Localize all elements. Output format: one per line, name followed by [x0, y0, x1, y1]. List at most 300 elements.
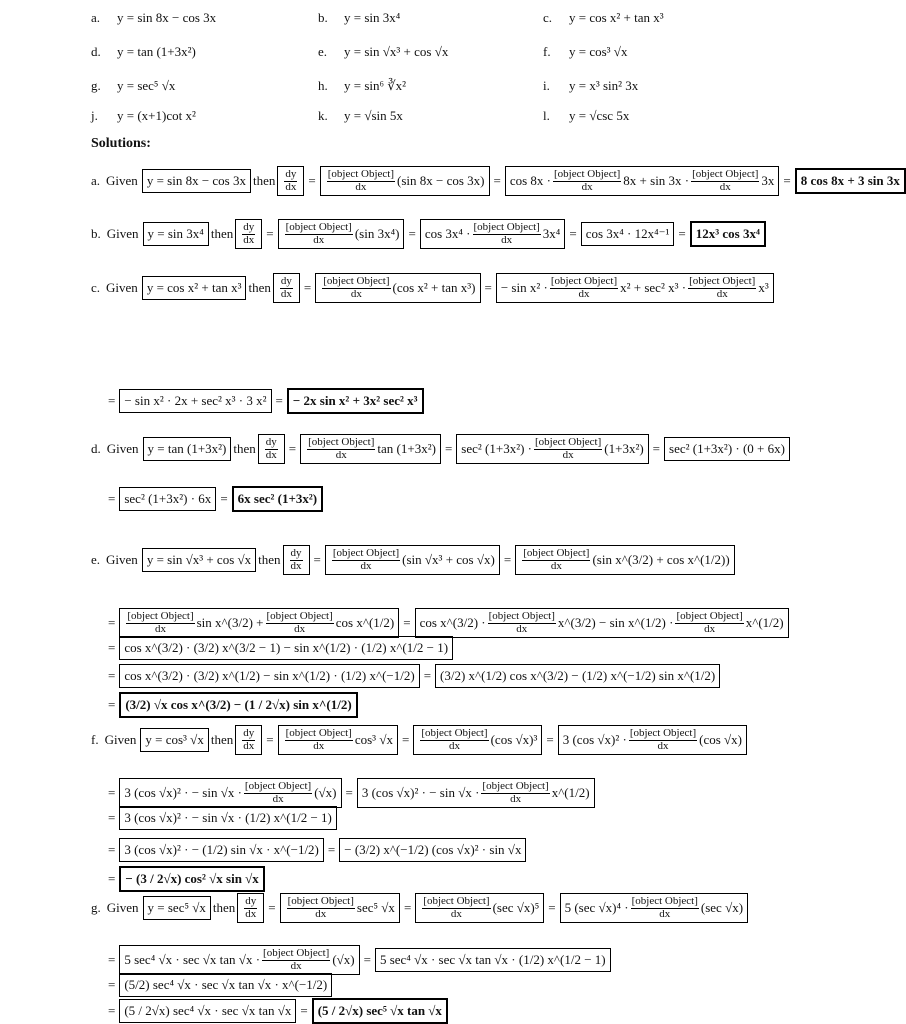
d-numerator: [object Object] [287, 895, 354, 907]
dx-denominator: dx [243, 233, 255, 246]
equals-sign: = [220, 491, 228, 506]
d-dx-fraction [422, 896, 490, 920]
step-box [278, 725, 398, 755]
problem-j [91, 108, 196, 124]
given-word: Given [106, 441, 139, 457]
step-box: − sin x² · 2x + sec² x³ · 3 x² [119, 389, 271, 413]
equals-sign: = [313, 552, 321, 568]
dy-numerator: dy [243, 221, 255, 233]
d-dx-fraction [322, 276, 390, 300]
problem-label: i. [543, 78, 550, 93]
step-expression: (cos √x) [699, 732, 742, 748]
dx-denominator: dx [510, 792, 522, 805]
dy-numerator: dy [245, 895, 257, 907]
d-dx-fraction [285, 728, 353, 752]
result-box: 12x³ cos 3x⁴ [690, 221, 766, 247]
problem-expression: y = sin 8x − cos 3x [117, 10, 217, 25]
d-dx-fraction [631, 896, 699, 920]
solution-label: g. [91, 900, 101, 916]
equals-sign: = [275, 393, 283, 408]
step-box: cos x^(3/2) · (3/2) x^(1/2) − sin x^(1/2) · (1/2) x^(−1/2) [119, 664, 419, 688]
equals-sign: = [108, 842, 116, 857]
equals-sign: = [108, 640, 116, 655]
problem-expression: y = sin √x³ + cos √x [344, 44, 449, 59]
problem-label: b. [318, 10, 328, 25]
equals-sign: = [108, 491, 116, 506]
equals-sign: = [288, 441, 297, 457]
given-box: y = sec⁵ √x [143, 896, 211, 920]
step-box [119, 608, 399, 638]
step-box: (3/2) x^(1/2) cos x^(3/2) − (1/2) x^(−1/2) sin x^(1/2) [435, 664, 720, 688]
solution-e-line-3 [104, 664, 720, 688]
d-dx-fraction [522, 548, 590, 572]
dy-dx-box [235, 725, 262, 755]
result-box: 8 cos 8x + 3 sin 3x [795, 168, 906, 194]
solution-g-line-3 [104, 998, 448, 1024]
solution-f-line-2 [104, 778, 595, 808]
equals-sign: = [408, 226, 416, 242]
step-box: cos x^(3/2) · (3/2) x^(3/2 − 1) − sin x^(1/2) · (1/2) x^(1/2 − 1) [119, 636, 453, 660]
step-expression: 3x [761, 173, 775, 189]
step-expression: 5 sec⁴ √x · sec √x tan √x · [124, 952, 261, 968]
equals-sign: = [108, 615, 116, 631]
dx-denominator: dx [501, 233, 513, 246]
solution-f-line-3b [104, 866, 265, 892]
given-word: Given [106, 226, 139, 242]
dy-numerator: dy [290, 547, 302, 559]
given-word: Given [106, 552, 138, 568]
dy-dx-fraction [265, 437, 278, 461]
step-box [315, 273, 480, 303]
problem-expression: y = cos x² + tan x³ [569, 10, 664, 25]
dx-denominator: dx [285, 180, 297, 193]
dx-denominator: dx [448, 739, 460, 752]
step-expression: tan (1+3x²) [377, 441, 436, 457]
step-box [515, 545, 735, 575]
dx-denominator: dx [272, 792, 284, 805]
equals-sign: = [266, 226, 274, 242]
step-box [415, 893, 544, 923]
d-numerator: [object Object] [473, 221, 540, 233]
d-numerator: [object Object] [629, 727, 697, 739]
d-numerator: [object Object] [550, 275, 618, 287]
solutions-heading: Solutions: [91, 136, 151, 151]
step-expression: x^(3/2) − sin x^(1/2) · [557, 615, 674, 631]
step-box: 3 (cos √x)² · − sin √x · (1/2) x^(1/2 − 1) [119, 806, 337, 830]
solution-e-line-1 [91, 545, 735, 575]
d-numerator: [object Object] [482, 780, 549, 792]
problem-label: f. [543, 44, 551, 59]
dx-denominator: dx [450, 907, 462, 920]
dy-numerator: dy [265, 436, 277, 448]
step-box [420, 219, 566, 249]
problem-k [318, 108, 403, 124]
step-box [413, 725, 542, 755]
result-box: − 2x sin x² + 3x² sec² x³ [287, 388, 424, 414]
step-expression: (sec √x)⁵ [492, 900, 540, 916]
problem-label: c. [543, 10, 553, 25]
solution-e-line-2b [104, 636, 453, 660]
equals-sign: = [108, 810, 116, 825]
step-box [280, 893, 400, 923]
equals-sign: = [652, 441, 661, 457]
d-numerator: [object Object] [676, 610, 743, 622]
dx-denominator: dx [581, 180, 593, 193]
solution-d-line-1 [91, 434, 790, 464]
dx-denominator: dx [516, 622, 528, 635]
dx-denominator: dx [313, 739, 325, 752]
given-box: y = sin 3x⁴ [143, 222, 209, 246]
equals-sign: = [108, 1003, 116, 1018]
then-word: then [252, 173, 276, 189]
dx-denominator: dx [335, 448, 347, 461]
equals-sign: = [108, 697, 116, 712]
d-numerator: [object Object] [689, 275, 756, 287]
problem-label: e. [318, 44, 328, 59]
d-dx-fraction [488, 611, 556, 635]
then-word: then [212, 900, 236, 916]
step-expression: 3 (cos √x)² · − sin √x · [124, 785, 242, 801]
given-box: y = cos³ √x [140, 728, 208, 752]
step-expression: 8x + sin 3x · [623, 173, 690, 189]
solution-g-line-2b [104, 973, 332, 997]
given-box: y = sin √x³ + cos √x [142, 548, 256, 572]
problem-label: h. [318, 78, 328, 93]
d-numerator: [object Object] [323, 275, 390, 287]
then-word: then [248, 280, 271, 296]
step-expression: (sec √x) [700, 900, 744, 916]
dx-denominator: dx [245, 907, 257, 920]
equals-sign: = [308, 173, 316, 189]
d-dx-fraction [287, 896, 355, 920]
d-dx-fraction [420, 728, 488, 752]
dx-denominator: dx [360, 559, 372, 572]
step-box: (5 / 2√x) sec⁴ √x · sec √x tan √x [119, 999, 296, 1023]
dy-dx-box [237, 893, 264, 923]
problem-h [318, 78, 406, 94]
problem-expression: y = x³ sin² 3x [569, 78, 639, 93]
solution-label: a. [91, 173, 101, 189]
problem-label: k. [318, 108, 328, 123]
equals-sign: = [303, 280, 312, 296]
d-numerator: [object Object] [535, 436, 602, 448]
equals-sign: = [546, 732, 554, 748]
problem-expression: y = sin⁶ ∛x² [344, 78, 406, 93]
step-expression: x^(1/2) [551, 785, 590, 801]
given-box: y = cos x² + tan x³ [142, 276, 247, 300]
step-box [278, 219, 405, 249]
result-box: 6x sec² (1+3x²) [232, 486, 323, 512]
step-expression: (sin 8x − cos 3x) [397, 173, 485, 189]
solution-c-line-2 [104, 388, 424, 414]
dy-dx-box [258, 434, 285, 464]
problem-a [91, 10, 216, 26]
d-numerator: [object Object] [263, 947, 330, 959]
solution-c-line-1 [91, 273, 774, 303]
dx-denominator: dx [154, 622, 166, 635]
step-expression: 3x⁴ [542, 226, 561, 242]
equals-sign: = [363, 952, 371, 968]
step-expression: 3 (cos √x)² · − sin √x · [361, 785, 480, 801]
equals-sign: = [484, 280, 492, 296]
step-expression: (√x) [332, 952, 355, 968]
given-word: Given [106, 280, 138, 296]
d-numerator: [object Object] [631, 895, 698, 907]
step-box: cos 3x⁴ · 12x⁴⁻¹ [581, 222, 675, 246]
dx-denominator: dx [719, 180, 731, 193]
problem-expression: y = sec⁵ √x [117, 78, 176, 93]
dx-denominator: dx [313, 233, 325, 246]
equals-sign: = [300, 1003, 308, 1018]
equals-sign: = [678, 226, 686, 242]
problem-expression: y = √csc 5x [569, 108, 630, 123]
d-dx-fraction [481, 781, 549, 805]
step-box [505, 166, 780, 196]
step-box [560, 893, 748, 923]
solution-d-line-2 [104, 486, 323, 512]
step-box [325, 545, 500, 575]
dx-denominator: dx [578, 287, 590, 300]
solution-f-line-3 [104, 838, 526, 862]
dx-denominator: dx [657, 739, 669, 752]
dx-denominator: dx [562, 448, 574, 461]
equals-sign: = [503, 552, 512, 568]
step-expression: cos 3x⁴ · [424, 226, 471, 242]
d-numerator: [object Object] [692, 168, 759, 180]
dy-numerator: dy [243, 727, 255, 739]
equals-sign: = [268, 900, 276, 916]
equals-sign: = [108, 785, 116, 801]
problem-label: g. [91, 78, 101, 93]
solution-e-line-3b [104, 692, 358, 718]
d-numerator: [object Object] [244, 780, 312, 792]
solution-label: c. [91, 280, 101, 296]
d-numerator: [object Object] [327, 168, 394, 180]
equals-sign: = [444, 441, 453, 457]
d-dx-fraction [244, 781, 312, 805]
d-dx-fraction [126, 611, 194, 635]
dy-dx-fraction [284, 169, 297, 193]
d-dx-fraction [629, 728, 697, 752]
d-numerator: [object Object] [266, 610, 333, 622]
problem-label: j. [91, 108, 98, 123]
problem-b [318, 10, 400, 26]
d-numerator: [object Object] [285, 727, 352, 739]
given-box: y = tan (1+3x²) [143, 437, 232, 461]
dy-numerator: dy [285, 168, 297, 180]
step-expression: 5 (sec √x)⁴ · [564, 900, 629, 916]
result-box: (3/2) √x cos x^(3/2) − (1 / 2√x) sin x^(1/2) [119, 692, 357, 718]
d-dx-fraction [262, 948, 330, 972]
dy-dx-box [273, 273, 300, 303]
solution-label: d. [91, 441, 101, 457]
step-expression: cos x^(1/2) [335, 615, 395, 631]
step-box [119, 778, 341, 808]
dx-denominator: dx [243, 739, 255, 752]
problem-g [91, 78, 175, 94]
problem-label: l. [543, 108, 550, 123]
step-expression: − sin x² · [500, 280, 548, 296]
problem-expression: y = √sin 5x [344, 108, 403, 123]
step-box [415, 608, 789, 638]
equals-sign: = [569, 226, 577, 242]
dy-dx-fraction [242, 728, 255, 752]
dx-denominator: dx [290, 559, 302, 572]
dx-denominator: dx [550, 559, 562, 572]
d-dx-fraction [473, 222, 541, 246]
then-word: then [258, 552, 281, 568]
d-dx-fraction [553, 169, 621, 193]
dx-denominator: dx [315, 907, 327, 920]
dy-numerator: dy [280, 275, 292, 287]
dy-dx-fraction [280, 276, 293, 300]
d-numerator: [object Object] [554, 168, 621, 180]
equals-sign: = [345, 785, 353, 801]
solution-f-line-1 [91, 725, 747, 755]
equals-sign: = [403, 615, 411, 631]
step-box: sec² (1+3x²) · 6x [119, 487, 216, 511]
step-expression: sec⁵ √x [356, 900, 395, 916]
problem-expression: y = cos³ √x [569, 44, 628, 59]
step-box: − (3/2) x^(−1/2) (cos √x)² · sin √x [339, 838, 526, 862]
dx-denominator: dx [265, 448, 277, 461]
solution-label: e. [91, 552, 101, 568]
step-expression: x³ [758, 280, 769, 296]
then-word: then [210, 226, 234, 242]
dy-dx-box [277, 166, 304, 196]
d-numerator: [object Object] [308, 436, 375, 448]
step-expression: x^(1/2) [745, 615, 784, 631]
given-word: Given [106, 173, 138, 189]
step-expression: (sin x^(3/2) + cos x^(1/2)) [592, 552, 730, 568]
equals-sign: = [108, 871, 116, 886]
equals-sign: = [266, 732, 274, 748]
dx-denominator: dx [704, 622, 716, 635]
dx-denominator: dx [290, 959, 302, 972]
step-box: 5 sec⁴ √x · sec √x tan √x · (1/2) x^(1/2 − 1) [375, 948, 611, 972]
solution-a-line-1 [91, 166, 906, 196]
d-numerator: [object Object] [285, 221, 352, 233]
problem-l [543, 108, 629, 124]
then-word: then [233, 441, 256, 457]
dy-dx-fraction [242, 222, 255, 246]
problem-e [318, 44, 448, 60]
step-expression: sin x^(3/2) + [196, 615, 264, 631]
result-box: (5 / 2√x) sec⁵ √x tan √x [312, 998, 448, 1024]
step-expression: (cos √x)³ [490, 732, 538, 748]
equals-sign: = [108, 952, 116, 968]
solution-b-line-1 [91, 219, 766, 249]
step-expression: (√x) [314, 785, 337, 801]
equals-sign: = [403, 900, 412, 916]
problem-expression: y = sin 3x⁴ [344, 10, 401, 25]
solution-g-line-1 [91, 893, 748, 923]
step-expression: x² + sec² x³ · [620, 280, 687, 296]
dy-dx-fraction [290, 548, 303, 572]
d-dx-fraction [534, 437, 602, 461]
step-box: (5/2) sec⁴ √x · sec √x tan √x · x^(−1/2) [119, 973, 332, 997]
problem-i [543, 78, 638, 94]
step-expression: (cos x² + tan x³) [392, 280, 476, 296]
d-numerator: [object Object] [127, 610, 194, 622]
solution-e-line-2 [104, 608, 789, 638]
equals-sign: = [783, 173, 791, 189]
d-dx-fraction [675, 611, 743, 635]
step-expression: sec² (1+3x²) · [461, 441, 532, 457]
step-box [456, 434, 648, 464]
d-dx-fraction [307, 437, 375, 461]
problem-expression: y = (x+1)cot x² [117, 108, 196, 123]
step-box [119, 945, 359, 975]
problem-expression: y = tan (1+3x²) [117, 44, 196, 59]
step-box: 3 (cos √x)² · − (1/2) sin √x · x^(−1/2) [119, 838, 324, 862]
dx-denominator: dx [659, 907, 671, 920]
step-expression: (1+3x²) [604, 441, 644, 457]
equals-sign: = [423, 668, 432, 683]
result-box: − (3 / 2√x) cos² √x sin √x [119, 866, 264, 892]
problem-d [91, 44, 196, 60]
given-word: Given [106, 900, 139, 916]
dy-dx-box [235, 219, 262, 249]
step-box [300, 434, 441, 464]
equals-sign: = [401, 732, 410, 748]
dx-denominator: dx [350, 287, 362, 300]
problem-label: a. [91, 10, 101, 25]
d-dx-fraction [327, 169, 395, 193]
dx-denominator: dx [716, 287, 728, 300]
equals-sign: = [108, 977, 116, 992]
step-box [496, 273, 774, 303]
dx-denominator: dx [280, 287, 292, 300]
step-expression: 3 (cos √x)² · [562, 732, 627, 748]
dx-denominator: dx [294, 622, 306, 635]
equals-sign: = [108, 393, 116, 408]
d-dx-fraction [691, 169, 759, 193]
problem-label: d. [91, 44, 101, 59]
solution-label: f. [91, 732, 99, 748]
step-box: sec² (1+3x²) · (0 + 6x) [664, 437, 790, 461]
equals-sign: = [327, 842, 336, 857]
d-numerator: [object Object] [332, 547, 400, 559]
then-word: then [210, 732, 234, 748]
d-numerator: [object Object] [523, 547, 590, 559]
equals-sign: = [548, 900, 556, 916]
solution-label: b. [91, 226, 101, 242]
solution-g-line-2 [104, 945, 611, 975]
d-dx-fraction [550, 276, 618, 300]
d-dx-fraction [332, 548, 400, 572]
d-numerator: [object Object] [423, 895, 490, 907]
problem-c [543, 10, 664, 26]
step-expression: cos 8x · [509, 173, 552, 189]
given-box: y = sin 8x − cos 3x [142, 169, 251, 193]
equals-sign: = [493, 173, 501, 189]
d-numerator: [object Object] [421, 727, 488, 739]
equals-sign: = [108, 668, 116, 683]
d-dx-fraction [285, 222, 353, 246]
step-expression: (sin 3x⁴) [354, 226, 400, 242]
step-expression: cos x^(3/2) · [419, 615, 486, 631]
solution-f-line-2b [104, 806, 337, 830]
dy-dx-fraction [244, 896, 257, 920]
d-dx-fraction [266, 611, 334, 635]
problem-f [543, 44, 627, 60]
step-expression: (sin √x³ + cos √x) [402, 552, 495, 568]
d-dx-fraction [688, 276, 756, 300]
step-expression: cos³ √x [354, 732, 393, 748]
dx-denominator: dx [355, 180, 367, 193]
step-box [320, 166, 490, 196]
